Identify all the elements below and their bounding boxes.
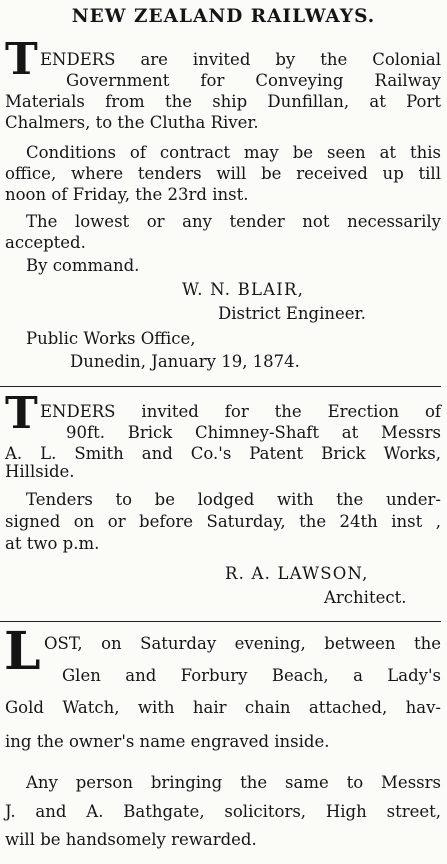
ad2-signatory: R. A. LAWSON,: [225, 564, 369, 583]
ad1-line-3: Materials from the ship Dunfillan, at Port: [5, 92, 441, 111]
ad2-line-6: signed on or before Saturday, the 24th inst ,: [5, 512, 441, 531]
ad2-line-1: ENDERS invited for the Erection of: [40, 402, 441, 421]
ad1-line-8: The lowest or any tender not necessarily: [26, 212, 441, 231]
ad3-line-3: Gold Watch, with hair chain attached, hav-: [5, 698, 441, 717]
ad1-line-1: ENDERS are invited by the Colonial: [40, 50, 441, 69]
ad1-date: Dunedin, January 19, 1874.: [70, 352, 300, 371]
ad3-line-6: J. and A. Bathgate, solicitors, High street,: [5, 802, 441, 821]
ad2-line-4: Hillside.: [5, 462, 75, 481]
ad1-line-9: accepted.: [5, 233, 86, 252]
ad3-line-4: ing the owner's name engraved inside.: [5, 732, 330, 751]
ad2-line-5: Tenders to be lodged with the under-: [26, 490, 441, 509]
ad1-signatory-title: District Engineer.: [218, 304, 366, 323]
ad1-line-5: Conditions of contract may be seen at this: [26, 143, 441, 162]
ad3-drop-cap: L: [4, 621, 41, 682]
ad3-line-2: Glen and Forbury Beach, a Lady's: [62, 666, 441, 685]
ad1-heading: NEW ZEALAND RAILWAYS.: [71, 6, 376, 27]
ad2-line-7: at two p.m.: [5, 534, 100, 553]
divider-2: [0, 621, 441, 622]
ad1-line-6: office, where tenders will be received up till: [5, 164, 441, 183]
ad1-line-10: By command.: [26, 256, 140, 275]
divider-1: [0, 386, 441, 387]
ad1-line-2: Government for Conveying Railway: [66, 71, 441, 90]
ad3-line-1: OST, on Saturday evening, between the: [44, 634, 441, 653]
ad1-office: Public Works Office,: [26, 329, 196, 348]
ad3-line-5: Any person bringing the same to Messrs: [26, 773, 441, 792]
ad1-drop-cap: T: [5, 34, 38, 85]
ad1-signatory: W. N. BLAIR,: [182, 280, 305, 299]
ad2-line-3: A. L. Smith and Co.'s Patent Brick Works,: [5, 444, 441, 463]
ad2-line-2: 90ft. Brick Chimney-Shaft at Messrs: [66, 423, 441, 442]
ad3-line-7: will be handsomely rewarded.: [5, 830, 257, 849]
ad2-drop-cap: T: [5, 388, 38, 439]
ad1-line-7: noon of Friday, the 23rd inst.: [5, 185, 249, 204]
ad2-signatory-title: Architect.: [324, 588, 407, 607]
ad1-line-4: Chalmers, to the Clutha River.: [5, 113, 259, 132]
